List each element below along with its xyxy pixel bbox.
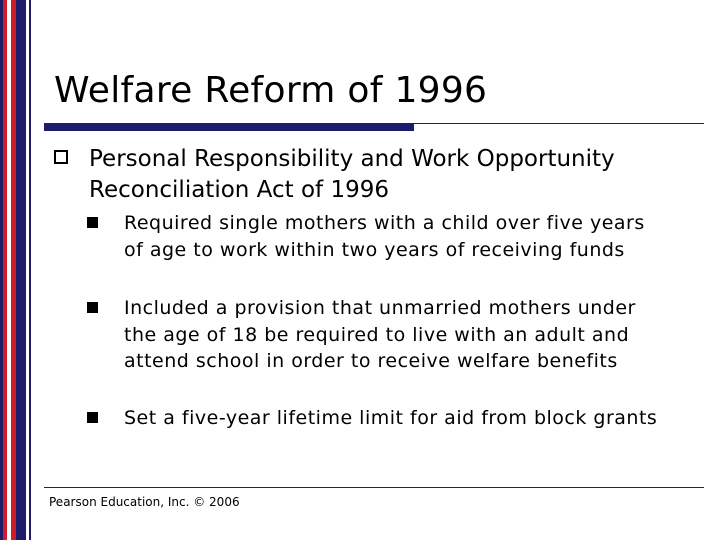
sub-bullet-text: Set a five-year lifetime limit for aid from block grants bbox=[124, 407, 658, 429]
left-stripe-navy bbox=[16, 0, 26, 540]
main-bullet-text: Personal Responsibility and Work Opportunity Reconciliation Act of 1996 bbox=[89, 146, 615, 203]
title-underline-bar bbox=[44, 123, 414, 131]
main-bullet bbox=[54, 144, 694, 206]
left-stripe-navy bbox=[29, 0, 31, 540]
sub-bullet-text: Included a provision that unmarried mothers under the age of 18 be required to live with an adult and attend school in order to receive welfare benefits bbox=[124, 297, 636, 372]
title-underline-rule bbox=[414, 123, 704, 124]
filled-square-bullet-icon bbox=[87, 302, 98, 313]
slide-title: Welfare Reform of 1996 bbox=[54, 70, 488, 111]
sub-bullet bbox=[86, 405, 666, 432]
hollow-square-bullet-icon bbox=[54, 150, 68, 164]
sub-bullet bbox=[86, 210, 666, 263]
sub-bullet bbox=[86, 295, 666, 375]
filled-square-bullet-icon bbox=[87, 217, 98, 228]
footer-rule bbox=[44, 487, 704, 488]
sub-bullet-text: Required single mothers with a child over five years of age to work within two years of receiving funds bbox=[124, 212, 645, 261]
filled-square-bullet-icon bbox=[87, 412, 98, 423]
footer-copyright: Pearson Education, Inc. © 2006 bbox=[49, 495, 240, 509]
